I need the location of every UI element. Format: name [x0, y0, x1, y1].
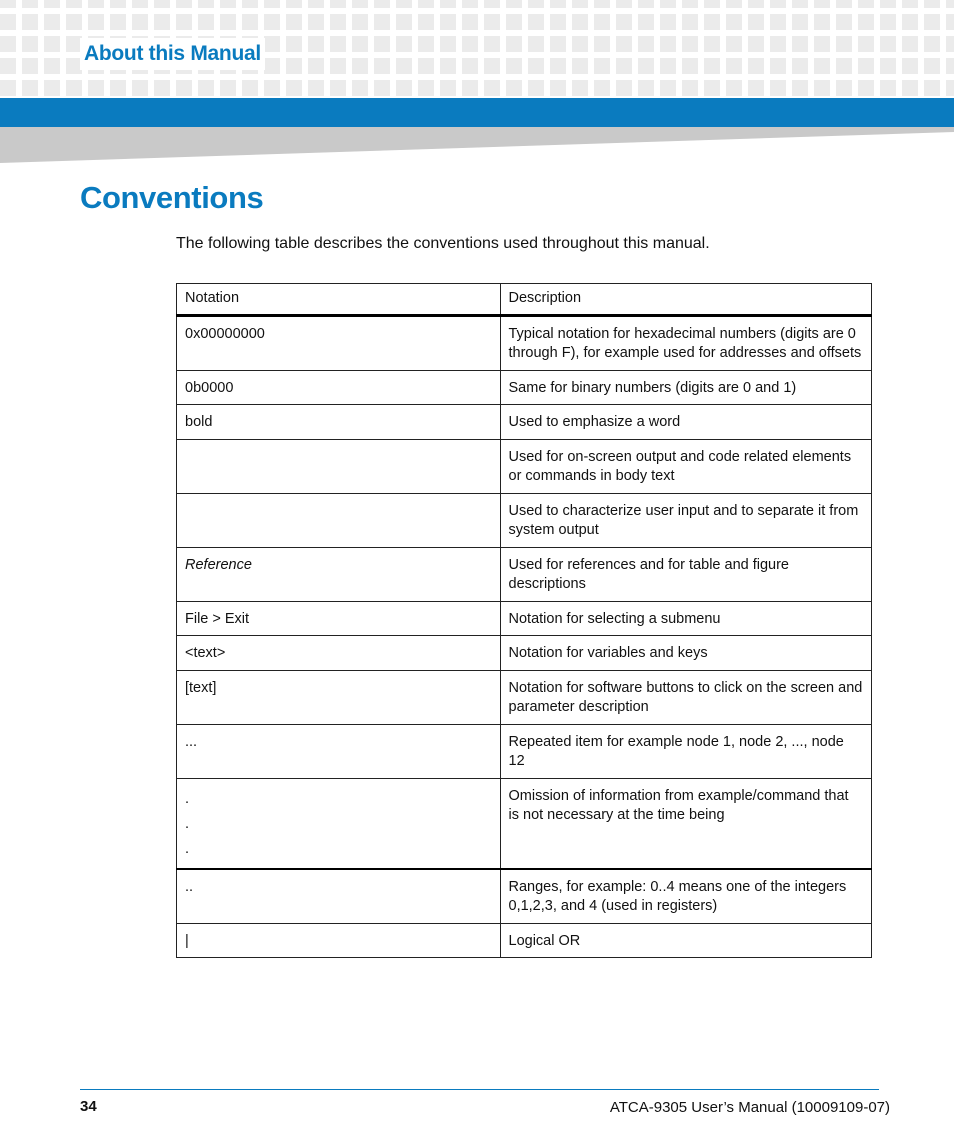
- description-cell: Repeated item for example node 1, node 2, ..., node 12: [500, 724, 872, 778]
- table-row: [177, 724, 872, 778]
- notation-cell: bold: [177, 405, 501, 440]
- column-header-notation: Notation: [177, 284, 501, 316]
- section-label: About this Manual: [80, 38, 265, 70]
- omission-dot: .: [185, 815, 190, 832]
- description-cell: Ranges, for example: 0..4 means one of the integers 0,1,2,3, and 4 (used in registers): [500, 869, 872, 924]
- description-cell: Used for references and for table and figure descriptions: [500, 547, 872, 601]
- footer-rule: [80, 1089, 879, 1090]
- page-title: Conventions: [80, 180, 264, 215]
- description-cell: Notation for variables and keys: [500, 636, 872, 671]
- omission-dot: .: [185, 790, 190, 807]
- notation-cell: ...: [177, 724, 501, 778]
- table-header-row: [177, 284, 872, 316]
- notation-cell: [177, 439, 501, 493]
- notation-cell: <text>: [177, 636, 501, 671]
- header-blue-band: [0, 98, 954, 127]
- notation-cell: File > Exit: [177, 601, 501, 636]
- column-header-description: Description: [500, 284, 872, 316]
- notation-cell: [text]: [177, 670, 501, 724]
- header-grey-wedge: [0, 127, 954, 163]
- description-cell: Same for binary numbers (digits are 0 and 1): [500, 370, 872, 405]
- intro-paragraph: The following table describes the conventions used throughout this manual.: [176, 235, 710, 252]
- table-row: [177, 547, 872, 601]
- notation-cell: 0x00000000: [177, 315, 501, 370]
- table-row: [177, 439, 872, 493]
- notation-cell: Reference: [177, 547, 501, 601]
- description-cell: Used to characterize user input and to separate it from system output: [500, 493, 872, 547]
- page-number: 34: [80, 1098, 97, 1115]
- footer-manual-title: ATCA-9305 User’s Manual (10009109-07): [609, 1099, 890, 1116]
- table-row: [177, 670, 872, 724]
- description-cell: Notation for software buttons to click on the screen and parameter description: [500, 670, 872, 724]
- table-row: [177, 405, 872, 440]
- description-cell: Used to emphasize a word: [500, 405, 872, 440]
- description-cell: Logical OR: [500, 923, 872, 958]
- notation-cell: |: [177, 923, 501, 958]
- notation-cell: 0b0000: [177, 370, 501, 405]
- notation-cell: [177, 778, 501, 869]
- table-row: [177, 778, 872, 869]
- description-cell: Typical notation for hexadecimal numbers (digits are 0 through F), for example used for addresses and offsets: [500, 315, 872, 370]
- table-row: [177, 869, 872, 924]
- description-cell: Used for on-screen output and code related elements or commands in body text: [500, 439, 872, 493]
- table-row: [177, 493, 872, 547]
- omission-dot: .: [185, 840, 190, 857]
- description-cell: Notation for selecting a submenu: [500, 601, 872, 636]
- notation-cell: [177, 493, 501, 547]
- table-row: [177, 370, 872, 405]
- notation-cell: ..: [177, 869, 501, 924]
- description-cell: Omission of information from example/command that is not necessary at the time being: [500, 778, 872, 869]
- table-row: [177, 601, 872, 636]
- table-row: [177, 923, 872, 958]
- table-row: [177, 315, 872, 370]
- table-row: [177, 636, 872, 671]
- conventions-table: [176, 283, 872, 958]
